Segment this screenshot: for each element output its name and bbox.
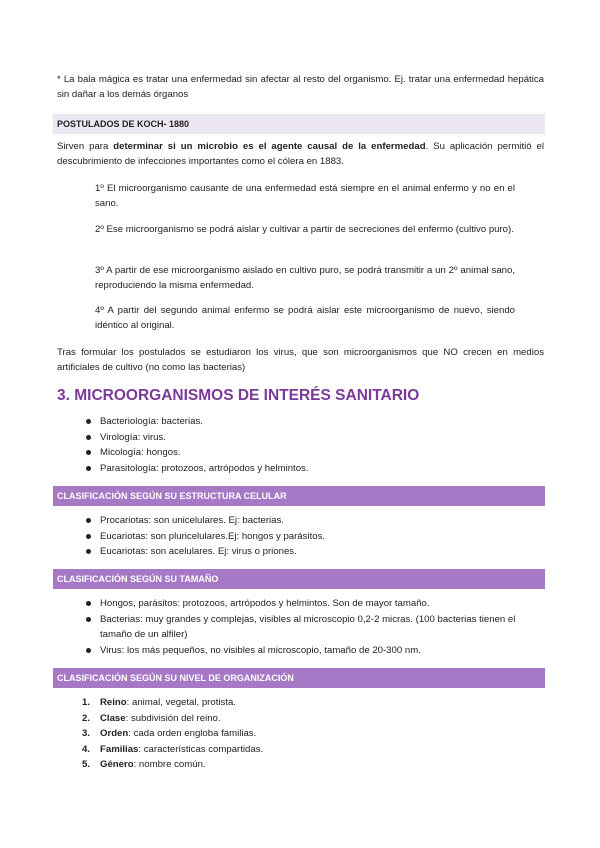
list-item: 3. Orden: cada orden engloba familias.: [82, 728, 257, 739]
list-item: 4. Familias: características compartidas.: [82, 743, 264, 755]
intro-note: * La bala mágica es tratar una enfermedad sin afectar al resto del organismo. Ej. tratar una enfermedad hepática sin dañar a los demás órganos: [57, 74, 544, 100]
postulate-1: 1º El microorganismo causante de una enfermedad está siempre en el animal enfermo y no en el sano.: [95, 183, 515, 209]
organizacion-header: CLASIFICACIÓN SEGÚN SU NIVEL DE ORGANIZACIÓN: [53, 668, 545, 688]
koch-outro: Tras formular los postulados se estudiaron los virus, que son microorganismos que NO crecen en medios artificiales de cultivo (no como las bacterias): [57, 347, 544, 373]
koch-header: POSTULADOS DE KOCH- 1880: [53, 114, 545, 134]
list-item: Hongos, parásitos: protozoos, artrópodos y helmintos. Son de mayor tamaño.: [85, 596, 545, 612]
section-3-title: 3. MICROORGANISMOS DE INTERÉS SANITARIO: [57, 387, 420, 404]
tamano-header: CLASIFICACIÓN SEGÚN SU TAMAÑO: [53, 569, 545, 589]
postulate-2: 2º Ese microorganismo se podrá aislar y cultivar a partir de secreciones del enfermo (cultivo puro).: [95, 224, 514, 235]
list-item: Parasitología: protozoos, artrópodos y helmintos.: [85, 461, 545, 477]
list-item: Virus: los más pequeños, no visibles al microscopio, tamaño de 20-300 nm.: [85, 643, 545, 659]
koch-intro: Sirven para determinar si un microbio es el agente causal de la enfermedad. Su aplicación permitió el descubrimiento de infecciones importantes como el cólera en 1883.: [57, 141, 544, 167]
postulate-3: 3º A partir de ese microorganismo aislado en cultivo puro, se podrá transmitir a un 2º animal sano, reproduciendo la misma enfermedad.: [95, 265, 515, 291]
list-item: Bacterias: muy grandes y complejas, visibles al microscopio 0,2-2 micras. (100 bacterias tienen el tamaño de un alfiler): [85, 612, 545, 643]
tamano-list: [85, 596, 545, 658]
list-item: Bacteriología: bacterias.: [85, 414, 545, 430]
list-item: 2. Clase: subdivisión del reino.: [82, 712, 221, 724]
list-item: Virología: virus.: [85, 430, 545, 446]
organizacion-list: [82, 695, 542, 773]
list-item: Eucariotas: son pluricelulares.Ej: hongos y parásitos.: [85, 529, 545, 545]
list-item: 1. Reino: animal, vegetal, protista.: [82, 697, 236, 708]
section-3-list: [85, 414, 545, 476]
list-item: Eucariotas: son acelulares. Ej: virus o priones.: [85, 544, 545, 560]
list-item: 5. Género: nombre común.: [82, 759, 206, 770]
list-item: Micología: hongos.: [85, 445, 545, 461]
estructura-list: [85, 513, 545, 560]
list-item: Procariotas: son unicelulares. Ej: bacterias.: [85, 513, 545, 529]
estructura-header: CLASIFICACIÓN SEGÚN SU ESTRUCTURA CELULAR: [53, 486, 545, 506]
postulate-4: 4º A partir del segundo animal enfermo se podrá aislar este microorganismo de nuevo, siendo idéntico al original.: [95, 305, 515, 331]
